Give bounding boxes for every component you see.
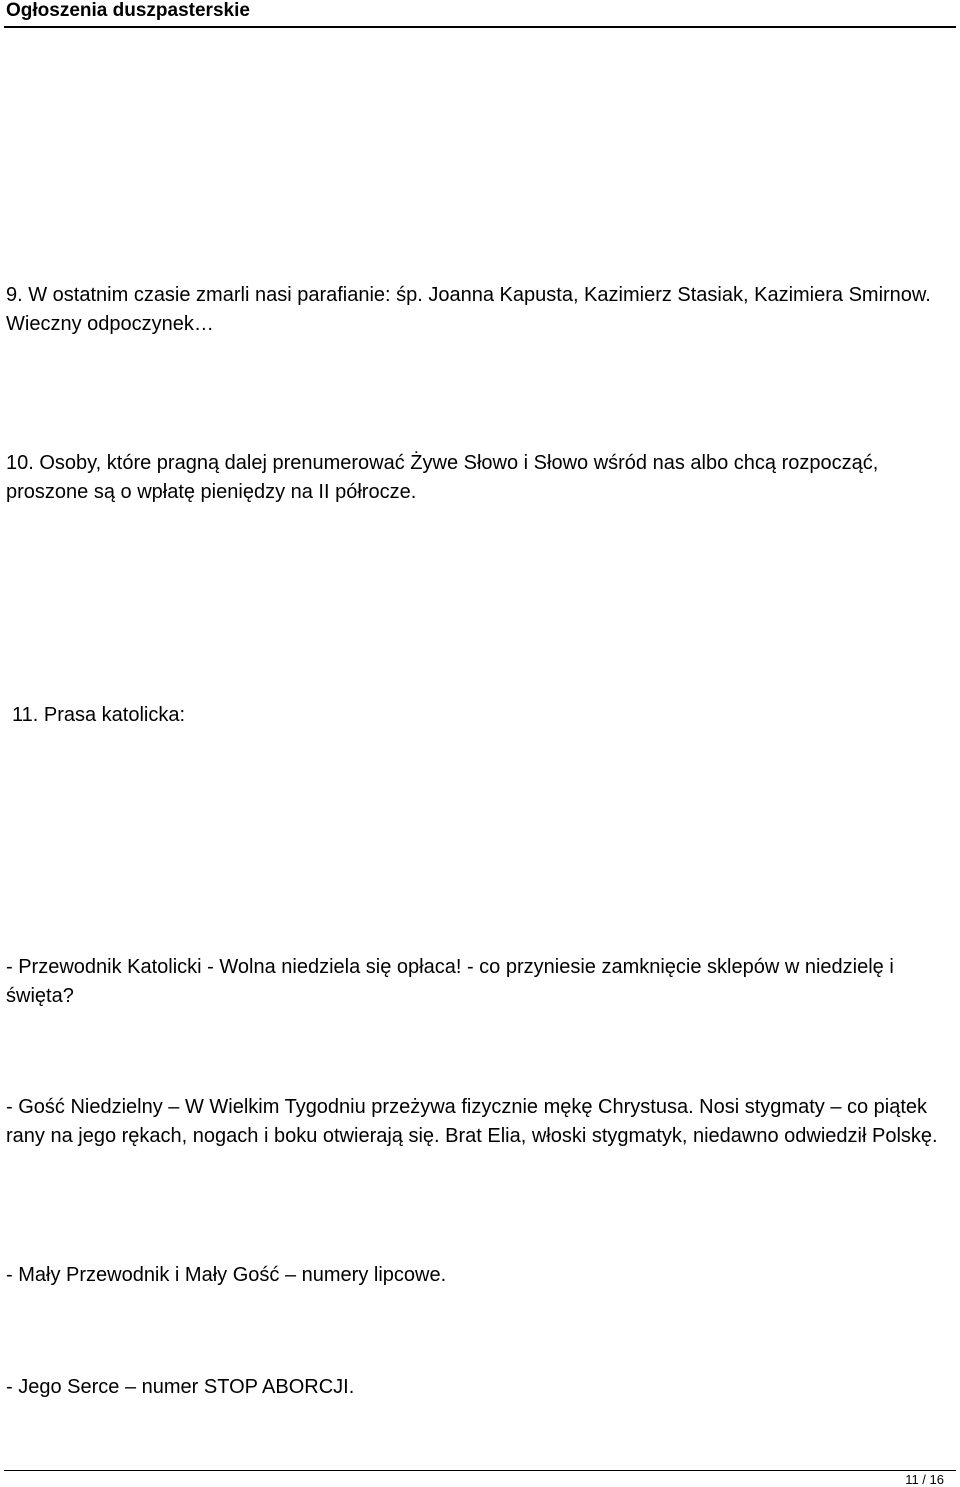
press-item-przewodnik: - Przewodnik Katolicki - Wolna niedziela się opłaca! - co przyniesie zamknięcie sklepów w niedzielę i święta? [6, 956, 894, 1007]
announcement-9: 9. W ostatnim czasie zmarli nasi parafianie: śp. Joanna Kapusta, Kazimierz Stasiak, Kazimiera Smirnow. Wieczny odpoczynek… [6, 284, 931, 335]
press-item-gosc: - Gość Niedzielny – W Wielkim Tygodniu przeżywa fizycznie mękę Chrystusa. Nosi stygmaty – co piątek rany na jego rękach, nogach i boku otwierają się. Brat Elia, włoski stygmatyk, niedawno odwiedził Polskę. [6, 1096, 938, 1147]
page-header [4, 0, 956, 28]
page-number: 11 / 16 [905, 1472, 944, 1487]
announcement-11-heading: 11. Prasa katolicka: [12, 704, 186, 726]
press-item-maly: - Mały Przewodnik i Mały Gość – numery lipcowe. [6, 1264, 447, 1286]
footer-divider [4, 1470, 956, 1471]
press-item-jego-serce: - Jego Serce – numer STOP ABORCJI. [6, 1376, 355, 1398]
page-title: Ogłoszenia duszpasterskie [6, 0, 250, 21]
announcement-10: 10. Osoby, które pragną dalej prenumerować Żywe Słowo i Słowo wśród nas albo chcą rozpocząć, proszone są o wpłatę pieniędzy na II półrocze. [6, 452, 879, 503]
